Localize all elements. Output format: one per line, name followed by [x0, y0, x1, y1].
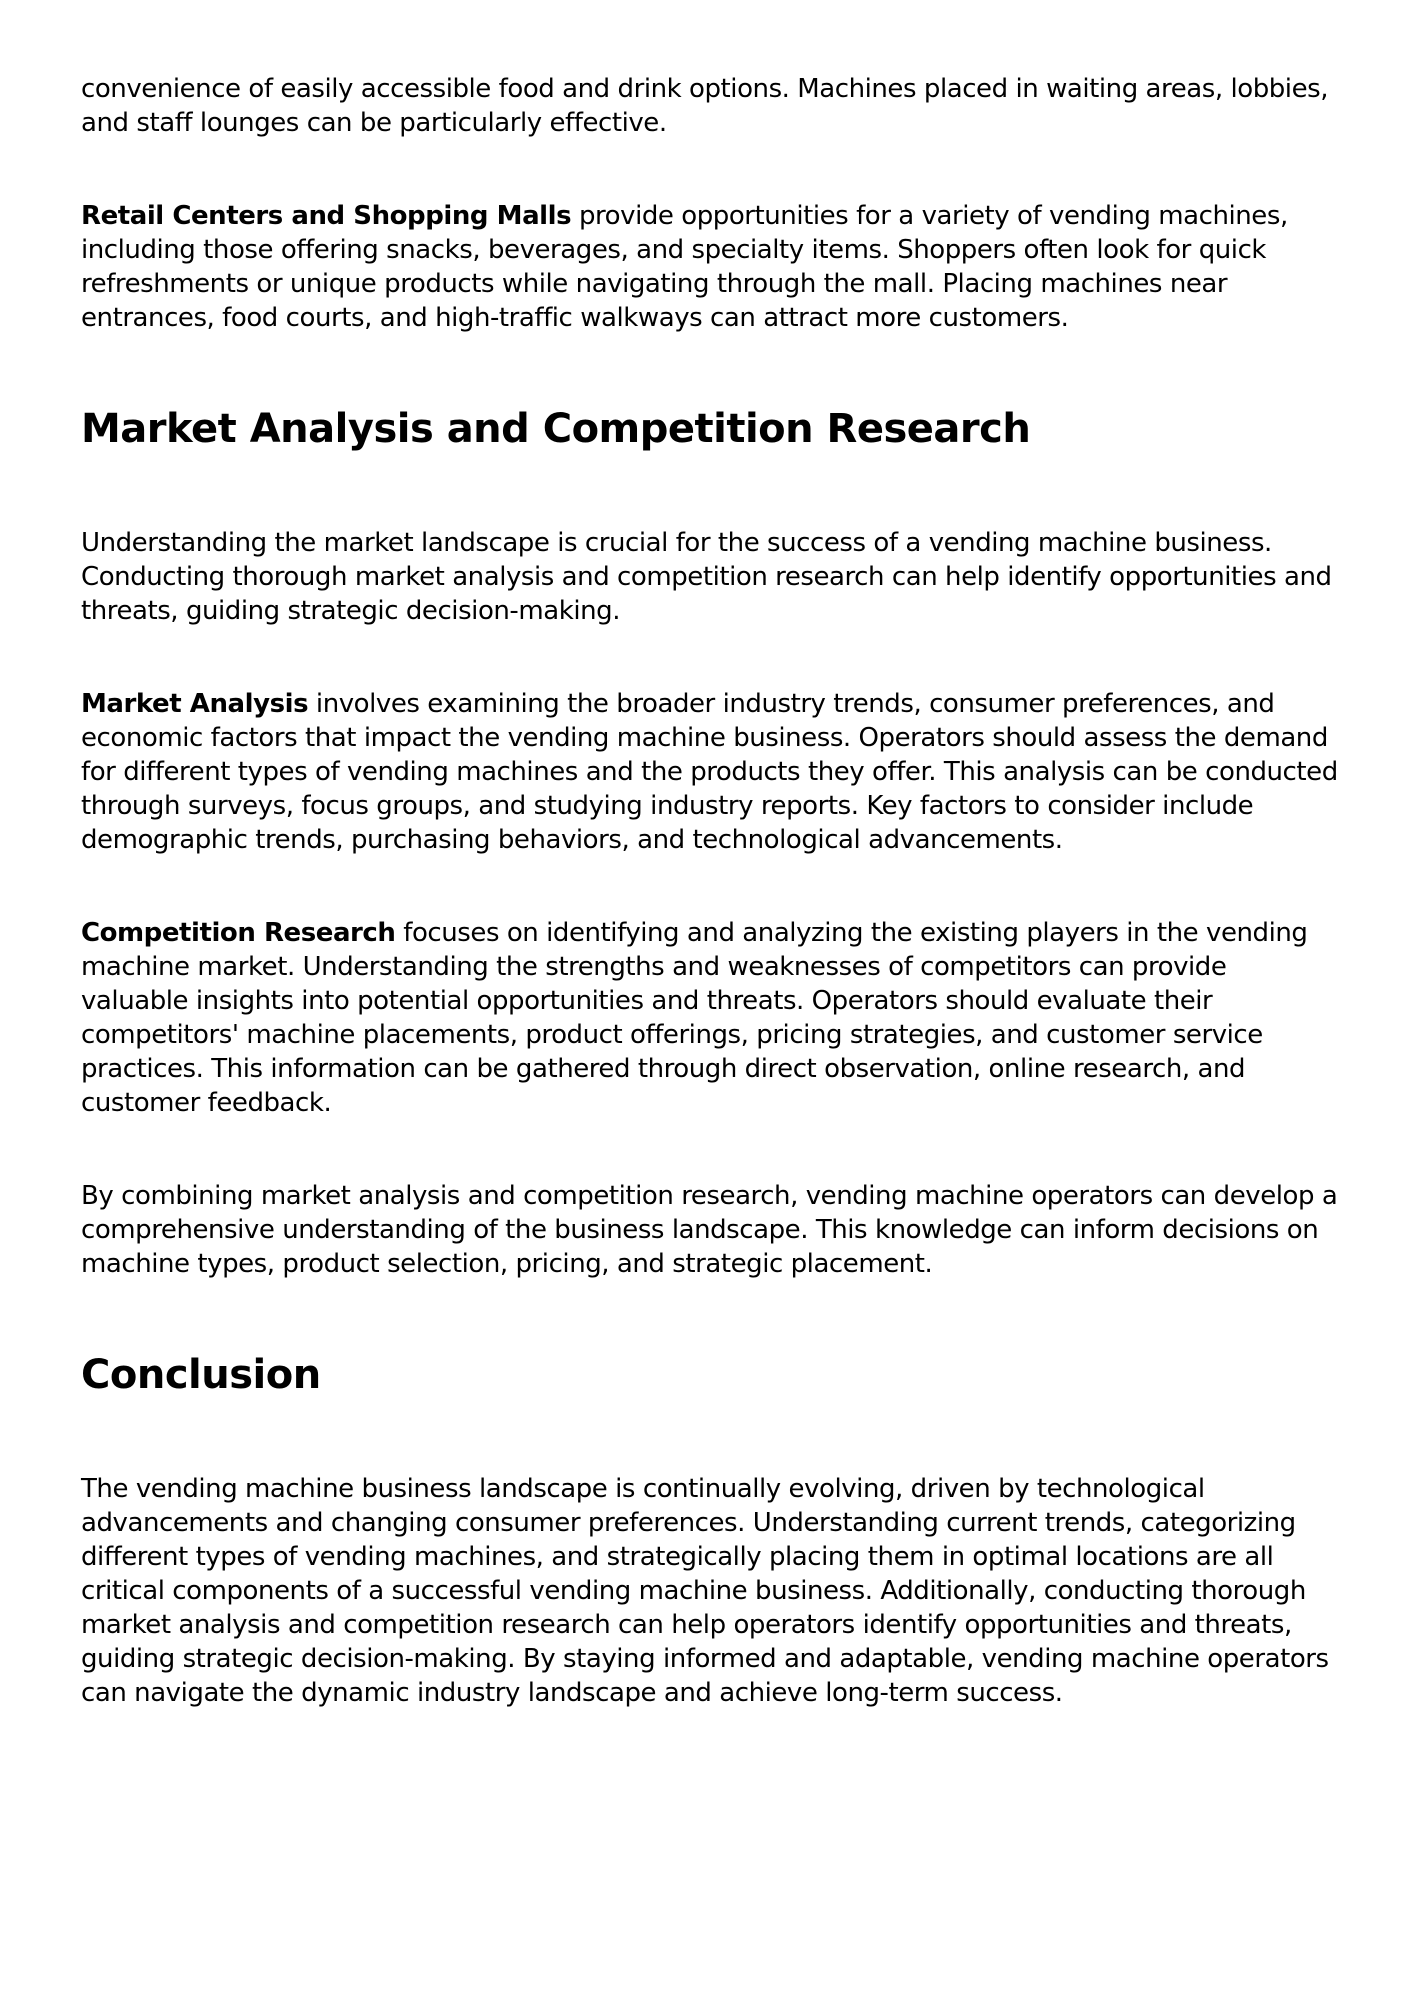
- document-page: [81, 72, 1341, 1710]
- conclusion-paragraph: The vending machine business landscape is continually evolving, driven by technological advancements and changing consumer preferences. Understanding current trends, categorizing different types of vending machines, and strategically placing them in optimal locations are all critical components of a successful vending machine business. Additionally, conducting thorough market analysis and competition research can help operators identify opportunities and threats, guiding strategic decision-making. By staying informed and adaptable, vending machine operators can navigate the dynamic industry landscape and achieve long-term success.: [81, 1474, 1329, 1708]
- competition-research-lead: Competition Research: [81, 918, 396, 948]
- competition-research-text: focuses on identifying and analyzing the existing players in the vending machine market. Understanding the strengths and weaknesses of competitors can provide valuable insights into potential opportunities and threats. Operators should evaluate their competitors' machine placements, product offerings, pricing strategies, and customer service practices. This information can be gathered through direct observation, online research, and customer feedback.: [81, 918, 1308, 1118]
- market-intro-paragraph: Understanding the market landscape is crucial for the success of a vending machine business. Conducting thorough market analysis and competition research can help identify opportunities and threats, guiding strategic decision-making.: [81, 528, 1332, 626]
- market-section-heading: Market Analysis and Competition Research: [81, 406, 1031, 452]
- market-analysis-paragraph: [81, 687, 1341, 857]
- market-analysis-lead: Market Analysis: [81, 689, 309, 719]
- market-analysis-text: involves examining the broader industry trends, consumer preferences, and economic factors that impact the vending machine business. Operators should assess the demand for different types of vending machines and the products they offer. This analysis can be conducted through surveys, focus groups, and studying industry reports. Key factors to consider include demographic trends, purchasing behaviors, and technological advancements.: [81, 689, 1338, 855]
- retail-paragraph: [81, 199, 1341, 335]
- retail-lead: Retail Centers and Shopping Malls: [81, 201, 572, 231]
- combined-paragraph: By combining market analysis and competition research, vending machine operators can develop a comprehensive understanding of the business landscape. This knowledge can inform decisions on machine types, product selection, pricing, and strategic placement.: [81, 1181, 1338, 1279]
- retail-text: provide opportunities for a variety of vending machines, including those offering snacks, beverages, and specialty items. Shoppers often look for quick refreshments or unique products while navigating through the mall. Placing machines near entrances, food courts, and high-traffic walkways can attract more customers.: [81, 201, 1288, 333]
- intro-paragraph: convenience of easily accessible food and drink options. Machines placed in waiting areas, lobbies, and staff lounges can be particularly effective.: [81, 74, 1329, 138]
- competition-research-paragraph: [81, 916, 1341, 1120]
- conclusion-heading: Conclusion: [81, 1352, 321, 1398]
